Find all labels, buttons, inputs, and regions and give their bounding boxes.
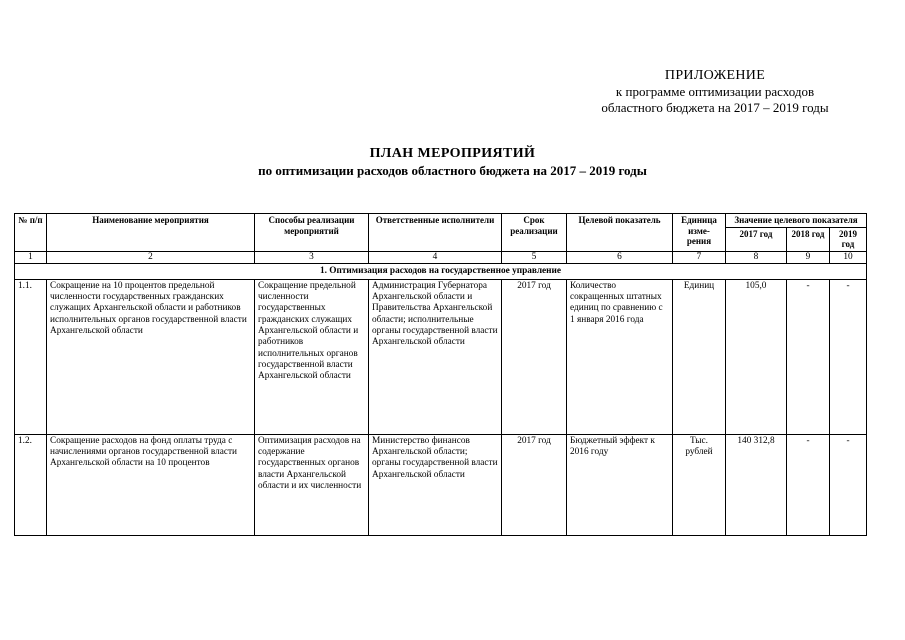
row-value-2018: -: [787, 434, 830, 535]
appendix-line-1: к программе оптимизации расходов: [615, 84, 815, 99]
row-value-2018: -: [787, 279, 830, 434]
header-2017: 2017 год: [726, 227, 787, 251]
row-num: 1.1.: [15, 279, 47, 434]
header-2019: 2019 год: [830, 227, 867, 251]
title-line-2: по оптимизации расходов областного бюджета на 2017 – 2019 годы: [258, 163, 647, 178]
row-value-2017: 105,0: [726, 279, 787, 434]
header-methods: Способы реализации мероприятий: [255, 214, 369, 252]
row-value-2019: -: [830, 434, 867, 535]
header-indicator: Целевой показатель: [567, 214, 673, 252]
column-number: 2: [47, 251, 255, 263]
row-methods: Сокращение предельной численности государственных гражданских служащих Архангельской области и работников исполнительных органов государственной власти Архангельской области: [255, 279, 369, 434]
header-responsible: Ответственные исполнители: [369, 214, 502, 252]
row-indicator: Количество сокращенных штатных единиц по сравнению с 1 января 2016 года: [567, 279, 673, 434]
row-name: Сокращение расходов на фонд оплаты труда с начислениями органов государственной власти Архангельской области на 10 процентов: [47, 434, 255, 535]
row-indicator: Бюджетный эффект к 2016 году: [567, 434, 673, 535]
appendix-heading: ПРИЛОЖЕНИЕ: [664, 68, 766, 83]
header-value-group: Значение целевого показателя: [726, 214, 867, 228]
row-responsible: Министерство финансов Архангельской области; органы государственной власти Архангельской области: [369, 434, 502, 535]
column-number: 8: [726, 251, 787, 263]
title-line-1: ПЛАН МЕРОПРИЯТИЙ: [369, 146, 536, 161]
header-term: Срок реализации: [502, 214, 567, 252]
row-name: Сокращение на 10 процентов предельной численности государственных гражданских служащих Архангельской области и работников исполнительных органов государственной власти Архангельской области: [47, 279, 255, 434]
section-row: [15, 263, 867, 279]
section-title: 1. Оптимизация расходов на государственное управление: [15, 263, 867, 279]
column-number: 5: [502, 251, 567, 263]
header-num: № п/п: [15, 214, 47, 252]
row-value-2017: 140 312,8: [726, 434, 787, 535]
column-number: 1: [15, 251, 47, 263]
column-number: 4: [369, 251, 502, 263]
row-num: 1.2.: [15, 434, 47, 535]
row-value-2019: -: [830, 279, 867, 434]
header-2018: 2018 год: [787, 227, 830, 251]
column-number: 9: [787, 251, 830, 263]
row-responsible: Администрация Губернатора Архангельской области и Правительства Архангельской области; исполнительные органы государственной власти Архангельской области: [369, 279, 502, 434]
row-term: 2017 год: [502, 279, 567, 434]
column-number: 6: [567, 251, 673, 263]
appendix-block: [560, 68, 870, 116]
document-title: [0, 145, 905, 179]
action-plan-table: [14, 213, 867, 536]
header-name: Наименование мероприятия: [47, 214, 255, 252]
row-methods: Оптимизация расходов на содержание государственных органов власти Архангельской области и их численности: [255, 434, 369, 535]
row-unit: Тыс. рублей: [673, 434, 726, 535]
appendix-line-2: областного бюджета на 2017 – 2019 годы: [601, 100, 829, 115]
table-row: [15, 434, 867, 535]
column-number: 3: [255, 251, 369, 263]
header-row: [15, 214, 867, 228]
row-term: 2017 год: [502, 434, 567, 535]
column-number: 7: [673, 251, 726, 263]
column-number: 10: [830, 251, 867, 263]
row-unit: Единиц: [673, 279, 726, 434]
header-unit: Единица изме-рения: [673, 214, 726, 252]
table-row: [15, 279, 867, 434]
column-numbers-row: [15, 251, 867, 263]
